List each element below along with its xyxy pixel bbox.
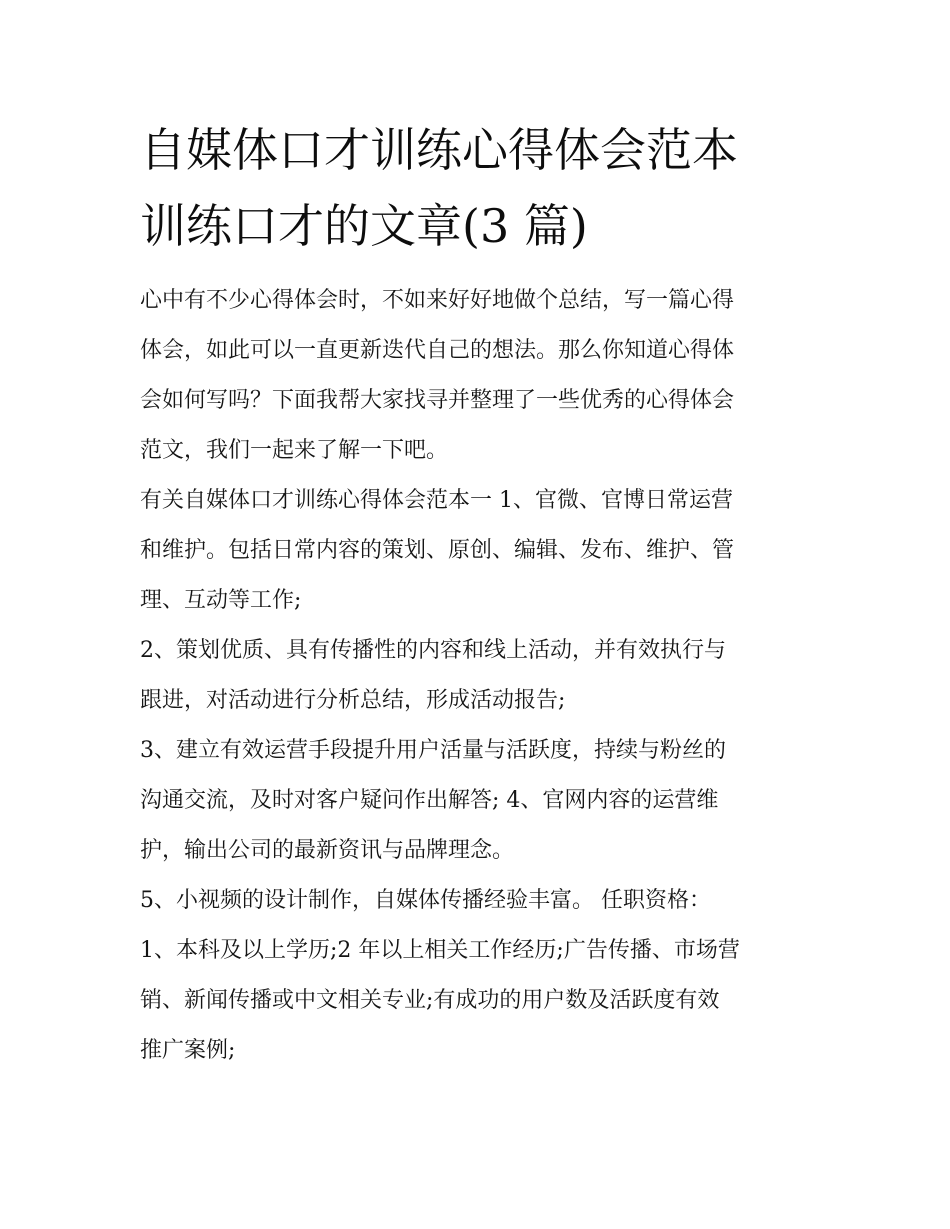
text-line: 3、建立有效运营手段提升用户活量与活跃度，持续与粉丝的 (140, 738, 726, 763)
duty-three-paragraph (140, 726, 820, 876)
title-line: 训练口才的文章(3 篇) (140, 199, 588, 253)
duty-five-paragraph (140, 876, 820, 926)
text-line: 范文，我们一起来了解一下吧。 (140, 438, 449, 463)
text-line: 体会，如此可以一直更新迭代自己的想法。那么你知道心得体 (140, 338, 735, 363)
text-line: 有关自媒体口才训练心得体会范本一 1、官微、官博日常运营 (140, 488, 733, 513)
text-line: 5、小视频的设计制作，自媒体传播经验丰富。 任职资格： (140, 888, 711, 913)
text-line: 护，输出公司的最新资讯与品牌理念。 (140, 838, 515, 863)
text-line: 会如何写吗？下面我帮大家找寻并整理了一些优秀的心得体会 (140, 388, 735, 413)
title-line: 自媒体口才训练心得体会范本 (140, 123, 738, 177)
text-line: 1、本科及以上学历;2 年以上相关工作经历;广告传播、市场营 (140, 938, 740, 963)
text-line: 心中有不少心得体会时，不如来好好地做个总结，写一篇心得 (140, 288, 735, 313)
text-line: 理、互动等工作; (140, 588, 302, 613)
text-line: 销、新闻传播或中文相关专业;有成功的用户数及活跃度有效 (140, 988, 720, 1013)
intro-paragraph (140, 276, 820, 476)
sample-one-paragraph (140, 476, 820, 626)
qualification-paragraph (140, 926, 820, 1076)
text-line: 沟通交流，及时对客户疑问作出解答; 4、官网内容的运营维 (140, 788, 719, 813)
text-line: 推广案例; (140, 1038, 236, 1063)
duty-two-paragraph (140, 626, 820, 726)
text-line: 跟进，对活动进行分析总结，形成活动报告; (140, 688, 566, 713)
text-line: 和维护。包括日常内容的策划、原创、编辑、发布、维护、管 (140, 538, 735, 563)
document-title (140, 112, 820, 264)
document-body (140, 276, 820, 1076)
text-line: 2、策划优质、具有传播性的内容和线上活动，并有效执行与 (140, 638, 726, 663)
